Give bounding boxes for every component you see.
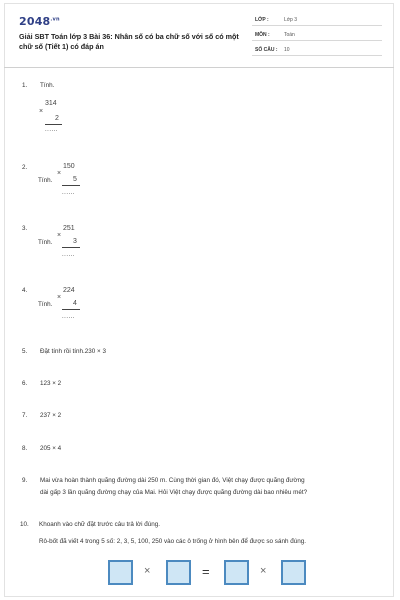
question-3-underline: [62, 247, 80, 248]
question-9-line-2: dài gấp 3 lần quãng đường chạy của Mai. Hỏi Việt chạy được quãng đường dài bao nhiêu mét?: [40, 489, 308, 496]
question-4-answer-dots: ......: [62, 314, 76, 320]
question-10-text: Khoanh vào chữ đặt trước câu trả lời đúng.: [39, 521, 161, 528]
info-class-label: LỚP :: [255, 17, 269, 23]
question-1-underline: [45, 124, 62, 125]
question-10-number: 10.: [20, 521, 29, 528]
info-class-row: [252, 14, 382, 26]
question-2-top-number: 150: [63, 163, 75, 170]
multiply-sign-1: ×: [144, 565, 151, 577]
answer-box-4[interactable]: [281, 560, 306, 585]
question-2-answer-dots: ......: [62, 190, 76, 196]
info-class-value: Lớp 3: [284, 17, 298, 23]
question-9-line-1: Mai vừa hoàn thành quãng đường dài 250 m. Cùng thời gian đó, Việt chạy được quãng đường: [40, 477, 305, 484]
logo-brand: 2048: [19, 15, 51, 28]
question-4-underline: [62, 309, 80, 310]
logo-tld: .vn: [50, 16, 60, 23]
question-1-multiply-sign: ×: [39, 108, 44, 115]
question-1-text: Tính.: [40, 82, 55, 89]
question-3-number: 3.: [22, 225, 28, 232]
question-2-text: Tính.: [38, 177, 53, 184]
question-1-top-number: 314: [45, 100, 57, 107]
info-count-value: 10: [284, 47, 290, 53]
question-8-number: 8.: [22, 445, 28, 452]
question-2-multiply-sign: ×: [57, 170, 62, 177]
worksheet: [4, 3, 394, 597]
question-3-text: Tính.: [38, 239, 53, 246]
info-subject-row: [252, 29, 382, 41]
question-4-bottom-number: 4: [73, 300, 77, 307]
info-subject-value: Toán: [284, 32, 295, 38]
question-3-top-number: 251: [63, 225, 75, 232]
question-4-number: 4.: [22, 287, 28, 294]
question-2-bottom-number: 5: [73, 176, 77, 183]
site-logo[interactable]: [19, 15, 60, 28]
question-3-multiply-sign: ×: [57, 232, 62, 239]
question-4-multiply-sign: ×: [57, 294, 62, 301]
question-6-text: 123 × 2: [40, 380, 62, 387]
question-6-number: 6.: [22, 380, 28, 387]
question-7-text: 237 × 2: [40, 412, 62, 419]
multiply-sign-2: ×: [260, 565, 267, 577]
question-4-text: Tính.: [38, 301, 53, 308]
question-3-bottom-number: 3: [73, 238, 77, 245]
info-subject-label: MÔN :: [255, 32, 270, 38]
question-10-subtext: Rô-bốt đã viết 4 trong 5 số: 2, 3, 5, 100, 250 vào các ô trống ở hình bên để được so sánh đúng.: [39, 538, 306, 545]
question-1-bottom-number: 2: [55, 115, 59, 122]
question-4-top-number: 224: [63, 287, 75, 294]
page-title: Giải SBT Toán lớp 3 Bài 36: Nhân số có ba chữ số với số có một chữ số (Tiết 1) có đáp án: [19, 32, 239, 51]
question-7-number: 7.: [22, 412, 28, 419]
answer-box-2[interactable]: [166, 560, 191, 585]
question-2-number: 2.: [22, 164, 28, 171]
info-count-row: [252, 44, 382, 56]
question-1-number: 1.: [22, 82, 28, 89]
info-count-label: SỐ CÂU :: [255, 47, 278, 53]
question-1-answer-dots: ......: [45, 127, 59, 133]
answer-box-1[interactable]: [108, 560, 133, 585]
question-8-text: 205 × 4: [40, 445, 62, 452]
question-5-text: Đặt tính rồi tính.230 × 3: [40, 348, 106, 355]
question-3-answer-dots: ......: [62, 252, 76, 258]
header-divider: [4, 67, 394, 68]
answer-box-3[interactable]: [224, 560, 249, 585]
equals-sign: =: [202, 564, 210, 579]
question-5-number: 5.: [22, 348, 28, 355]
question-9-number: 9.: [22, 477, 28, 484]
question-2-underline: [62, 185, 80, 186]
